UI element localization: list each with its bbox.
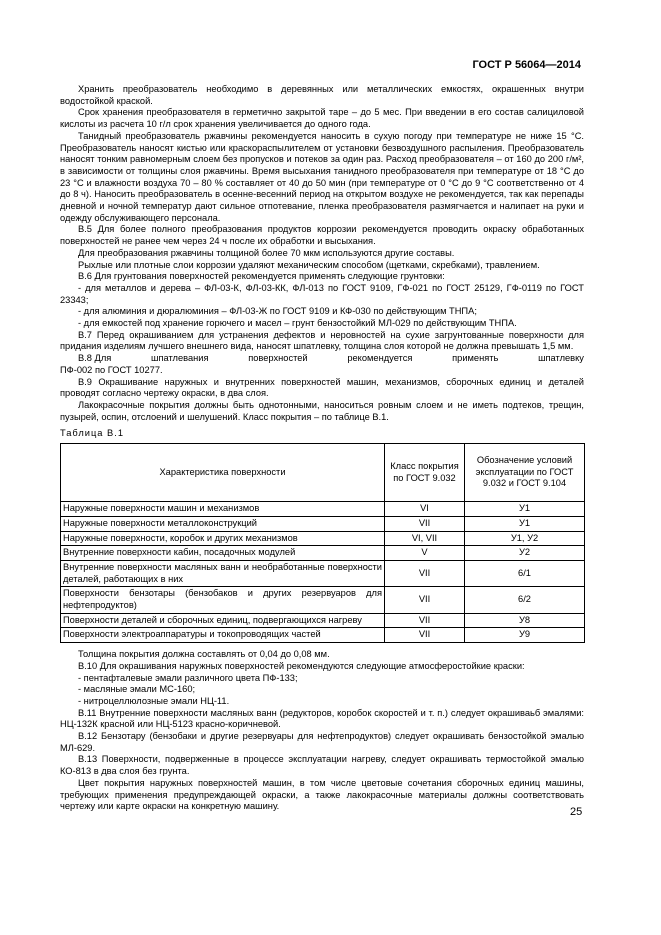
list-item: - масляные эмали МС-160;	[78, 684, 196, 695]
list-item: - для емкостей под хранение горючего и масел – грунт бензостойкий МЛ-029 по действующим ТНПА.	[78, 318, 517, 329]
surface-cell: Поверхности деталей и сборочных единиц, подвергающихся нагреву	[61, 613, 385, 628]
column-header-characteristic: Характеристика поверхности	[61, 444, 385, 502]
condition-cell: У2	[465, 546, 585, 561]
class-cell: VII	[385, 516, 465, 531]
surface-cell: Наружные поверхности, коробок и других механизмов	[61, 531, 385, 546]
paragraph-b12: В.12 Бензотару (бензобаки и другие резервуары для нефтепродуктов) следует окрашивать бензостойкой эмалью МЛ-629.	[60, 731, 584, 753]
surface-cell: Наружные поверхности металлоконструкций	[61, 516, 385, 531]
table-row	[61, 502, 585, 517]
paragraph-b8-tail: ПФ-002 по ГОСТ 10277.	[60, 364, 163, 375]
table-row	[61, 613, 585, 628]
column-header-operating-conditions: Обозначение условий эксплуатации по ГОСТ 9.032 и ГОСТ 9.104	[465, 444, 585, 502]
paragraph: Для преобразования ржавчины толщиной более 70 мкм используются другие составы.	[78, 247, 455, 258]
paragraph: Танидный преобразователь ржавчины рекомендуется наносить в сухую погоду при температуре не ниже 15 °С. Преобразователь наносят кистью или краскораспылителем от установки безвоздушного распыления. Преобразователь наносят тонким равномерным слоем без пропусков и потеков за один раз. Расход преобразователя – от 160 до 200 г/м², в зависимости от толщины слоя ржавчины. Время высыхания танидного преобразователя при температуре от 18 °С до 23 °С и влажности воздуха 70 – 80 % составляет от 40 до 50 мин (при температуре от 0 °С до 9 °С соответственно от 4 до 8 ч). Наносить преобразователь в осенне-весенний период на открытом воздухе не рекомендуется, так как перепады дневной и ночной температур дают сильное отпотевание, пленка преобразователя размягчается и налипает на руки и одежду обслуживающего персонала.	[60, 130, 584, 223]
list-item: - для металлов и дерева – ФЛ-03-К, ФЛ-03-КК, ФЛ-013 по ГОСТ 9109, ГФ-021 по ГОСТ 25129, ГФ-0119 по ГОСТ 23343;	[60, 282, 584, 305]
condition-cell: 6/2	[465, 587, 585, 613]
table-row	[61, 531, 585, 546]
table-row	[61, 628, 585, 643]
class-cell: VII	[385, 587, 465, 613]
paragraph-b7: В.7 Перед окрашиванием для устранения дефектов и неровностей на сухие загрунтованные поверхности для придания изделиям лучшего внешнего вида, наносят шпатлевку, толщина слоя которой не должна превышать 1,5 мм.	[60, 329, 584, 352]
paragraph: Цвет покрытия наружных поверхностей машин, в том числе цветовые сочетания сборочных единиц машины, требующих применения предупреждающей окраски, а также лакокрасочные материалы должны соответствовать чертежу или карте окраски на конкретную машину.	[60, 777, 584, 812]
paragraph: Лакокрасочные покрытия должны быть однотонными, наноситься ровным слоем и не иметь подтеков, трещин, пузырей, оспин, отслоений и шелушений. Класс покрытия – по таблице В.1.	[60, 399, 584, 422]
table-row	[61, 546, 585, 561]
list-item: - для алюминия и дюралюминия – ФЛ-03-Ж по ГОСТ 9109 и КФ-030 по действующим ТНПА;	[78, 306, 477, 317]
surface-cell: Наружные поверхности машин и механизмов	[61, 502, 385, 517]
list-item: - нитроцеллюлозные эмали НЦ-11.	[78, 695, 230, 706]
class-cell: VI, VII	[385, 531, 465, 546]
paragraph-b5: В.5 Для более полного преобразования продуктов коррозии рекомендуется проводить окраску обработанных поверхностей не ранее чем через 24 ч после их обработки и высыхания.	[60, 224, 584, 247]
table-header-row	[61, 444, 585, 502]
paragraph-b9: В.9 Окрашивание наружных и внутренних поверхностей машин, механизмов, сборочных единиц и деталей проводят согласно чертежу окраски, в два слоя.	[60, 376, 584, 399]
column-header-coating-class: Класс покрытия по ГОСТ 9.032	[385, 444, 465, 502]
b8-word: В.8 Для	[78, 353, 112, 364]
class-cell: VI	[385, 502, 465, 517]
paragraph-b6: В.6 Для грунтования поверхностей рекомендуется применять следующие грунтовки:	[78, 271, 445, 282]
b8-word: применять	[452, 353, 499, 364]
paragraph-b11: В.11 Внутренние поверхности масляных ванн (редукторов, коробок скоростей и т. п.) следует окрашиваьб эмалями: НЦ-132К красной или НЦ-5123 красно-коричневой.	[60, 707, 584, 730]
standard-header: ГОСТ Р 56064—2014	[472, 59, 581, 71]
surface-cell: Внутренние поверхности кабин, посадочных модулей	[61, 546, 385, 561]
list-item: - пентафталевые эмали различного цвета ПФ-133;	[78, 672, 298, 683]
condition-cell: У1	[465, 502, 585, 517]
class-cell: VII	[385, 613, 465, 628]
document-body	[60, 84, 584, 813]
paragraph-b10: В.10 Для окрашивания наружных поверхностей рекомендуются следующие атмосферостойкие краски:	[78, 660, 525, 671]
surface-cell: Поверхности электроаппаратуры и токопроводящих частей	[61, 628, 385, 643]
table-caption: Таблица В.1	[60, 428, 124, 439]
b8-word: поверхностей	[248, 353, 308, 364]
condition-cell: 6/1	[465, 560, 585, 586]
paragraph: Хранить преобразователь необходимо в деревянных или металлических емкостях, окрашенных внутри водостойкой краской.	[60, 84, 584, 106]
b8-word: шпатлевания	[151, 353, 209, 364]
paragraph-b13: В.13 Поверхности, подверженные в процессе эксплуатации нагреву, следует окрашивать термостойкой эмалью КО-813 в два слоя без грунта.	[60, 754, 584, 777]
page-number: 25	[570, 806, 583, 818]
condition-cell: У1	[465, 516, 585, 531]
b8-word: шпатлевку	[538, 353, 584, 364]
table-row	[61, 587, 585, 613]
paragraph: Толщина покрытия должна составлять от 0,04 до 0,08 мм.	[78, 649, 330, 660]
post-table-section	[60, 649, 584, 813]
coating-class-table	[60, 443, 585, 643]
paragraph: Рыхлые или плотные слои коррозии удаляют механическим способом (щетками, скребками), травлением.	[78, 259, 540, 270]
paragraph: Срок хранения преобразователя в герметично закрытой таре – до 5 мес. При введении в его состав салициловой кислоты из расчета 10 г/л срок хранения увеличивается до одного года.	[60, 107, 584, 130]
table-row	[61, 560, 585, 586]
class-cell: VII	[385, 560, 465, 586]
paragraph-b8-line	[60, 353, 584, 365]
b8-word: рекомендуется	[347, 353, 413, 364]
surface-cell: Поверхности бензотары (бензобаков и других резервуаров для нефтепродуктов)	[61, 587, 385, 613]
condition-cell: У1, У2	[465, 531, 585, 546]
condition-cell: У9	[465, 628, 585, 643]
class-cell: VII	[385, 628, 465, 643]
condition-cell: У8	[465, 613, 585, 628]
table-row	[61, 516, 585, 531]
class-cell: V	[385, 546, 465, 561]
surface-cell: Внутренние поверхности масляных ванн и необработанные поверхности деталей, работающих в них	[61, 560, 385, 586]
